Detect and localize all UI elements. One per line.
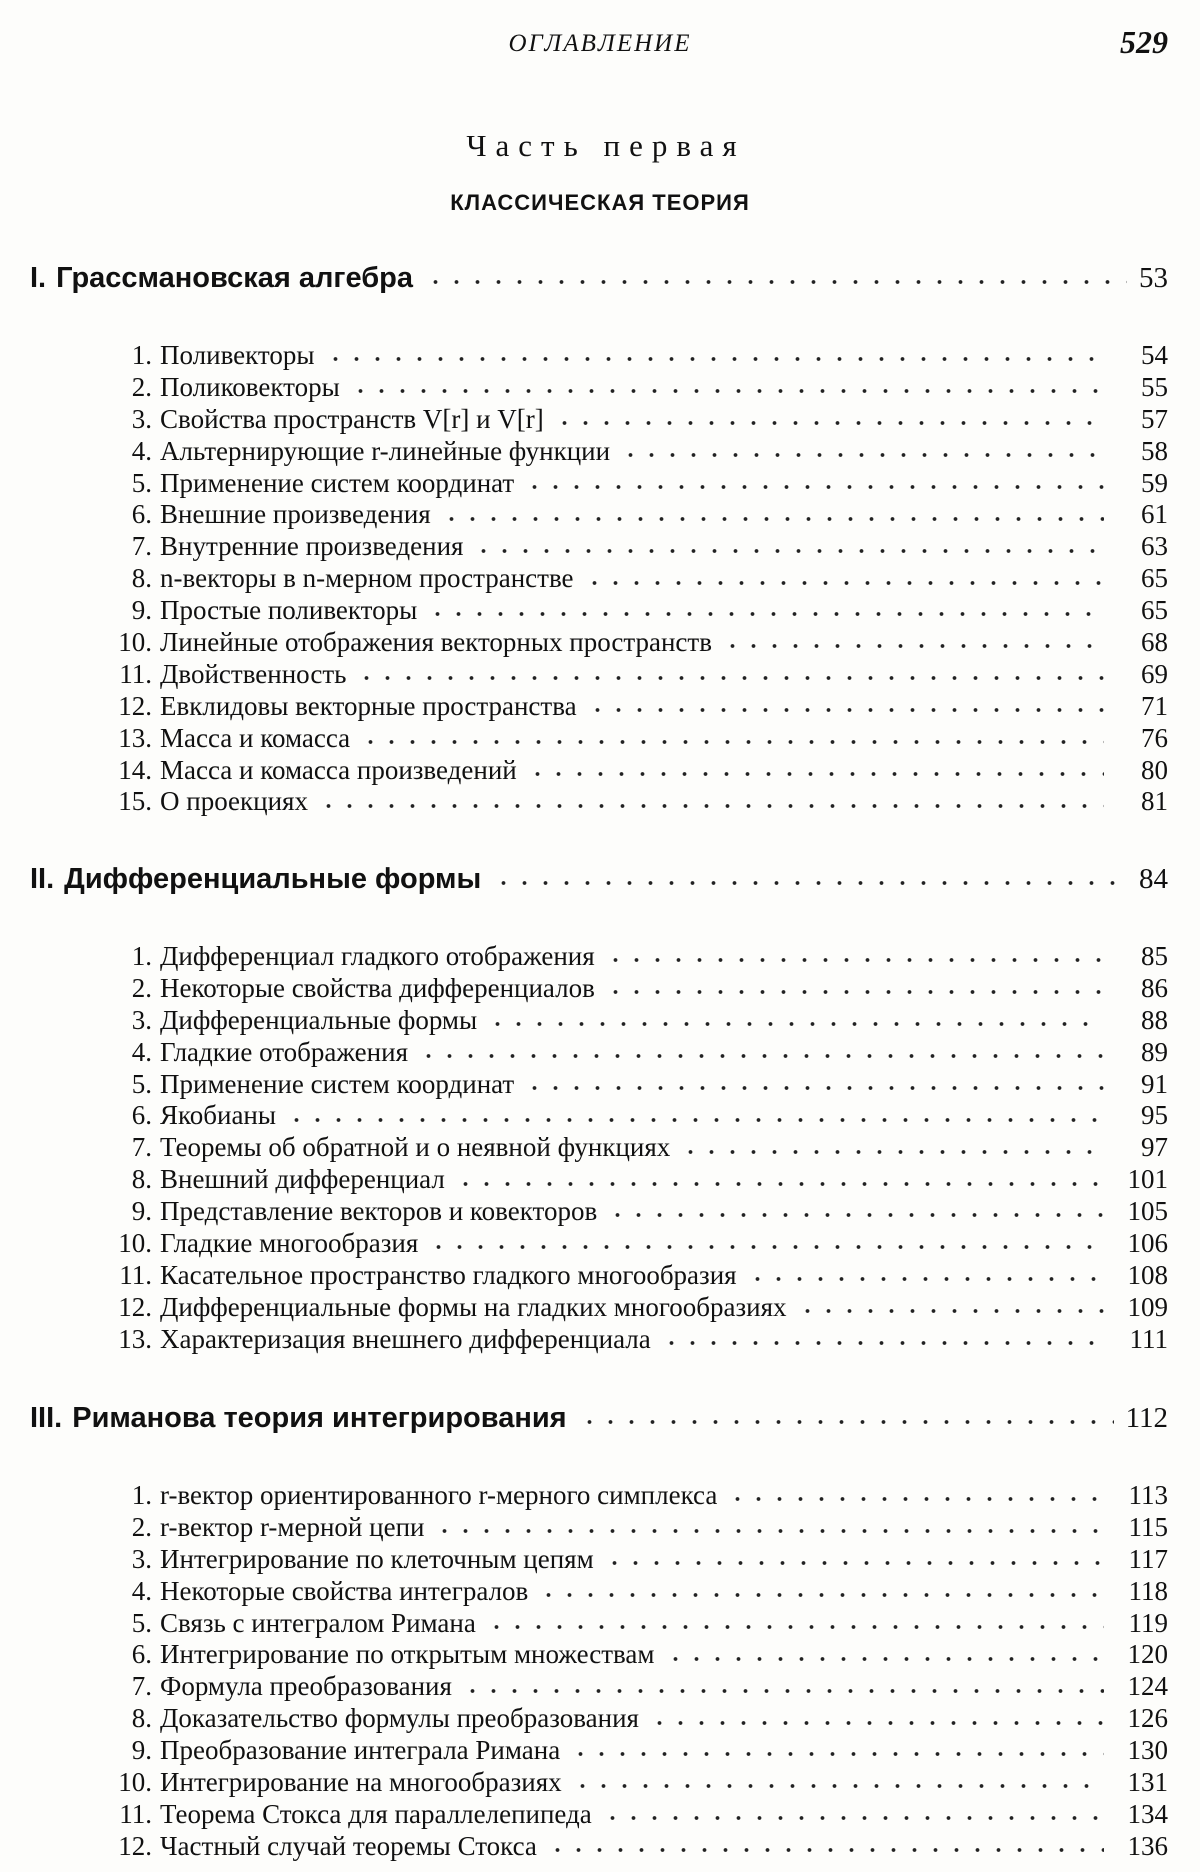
dot-leader: [487, 1019, 1104, 1028]
entry-number: 8.: [131, 1164, 152, 1195]
entry-page-ref: 109: [1127, 1291, 1168, 1322]
dot-leader: [286, 1115, 1104, 1124]
entry-number: 3.: [131, 403, 152, 434]
entry-page-ref: 76: [1141, 722, 1168, 753]
toc-entry[interactable]: [30, 1767, 1168, 1799]
entry-page-ref: 126: [1127, 1703, 1168, 1734]
entry-number: 5.: [131, 1068, 152, 1099]
toc-entry[interactable]: [30, 1164, 1168, 1196]
entry-title: Поливекторы: [160, 340, 315, 370]
entry-title: Некоторые свойства дифференциалов: [160, 972, 595, 1003]
dot-leader: [350, 386, 1104, 395]
entry-page-ref: 54: [1141, 340, 1168, 370]
dot-leader: [727, 1495, 1104, 1504]
entry-title: Касательное пространство гладкого многообразия: [160, 1259, 737, 1290]
entry-page-ref: 111: [1129, 1323, 1168, 1354]
toc-entry[interactable]: [30, 1703, 1168, 1735]
toc-entry[interactable]: [30, 1005, 1168, 1037]
dot-leader: [434, 1526, 1104, 1535]
toc-entry[interactable]: [30, 1544, 1168, 1576]
dot-leader: [797, 1306, 1105, 1315]
dot-leader: [649, 1718, 1104, 1727]
entry-title: Дифференциальные формы на гладких многообразиях: [160, 1291, 787, 1322]
entry-number: 1.: [131, 1480, 152, 1510]
dot-leader: [325, 355, 1105, 364]
dot-leader: [428, 1243, 1104, 1252]
entry-number: 6.: [131, 1100, 152, 1131]
dot-leader: [486, 1622, 1104, 1631]
section-list: [30, 340, 1168, 818]
entry-number: 1.: [131, 941, 152, 971]
entry-page-ref: 117: [1128, 1543, 1168, 1574]
toc-entry[interactable]: [30, 1324, 1168, 1356]
entry-page-ref: 85: [1141, 941, 1168, 971]
entry-number: 7.: [131, 531, 152, 562]
toc-entry[interactable]: [30, 1480, 1168, 1512]
dot-leader: [604, 1558, 1104, 1567]
dot-leader: [418, 1051, 1104, 1060]
dot-leader: [318, 801, 1104, 810]
entry-title: r-вектор ориентированного r-мерного симплекса: [160, 1480, 718, 1510]
part-subtitle: КЛАССИЧЕСКАЯ ТЕОРИЯ: [450, 190, 750, 215]
chapter-heading[interactable]: [30, 262, 1168, 298]
toc-entry[interactable]: [30, 723, 1168, 755]
entry-number: 11.: [119, 1798, 152, 1829]
entry-title: Некоторые свойства интегралов: [160, 1575, 529, 1606]
entry-number: 8.: [131, 563, 152, 594]
dot-leader: [455, 1179, 1104, 1188]
toc-entry[interactable]: [30, 1132, 1168, 1164]
entry-page-ref: 124: [1127, 1671, 1168, 1702]
chapter-page-ref: 84: [1139, 863, 1168, 895]
entry-page-ref: 71: [1141, 690, 1168, 721]
entry-number: 4.: [131, 1036, 152, 1067]
dot-leader: [680, 1147, 1104, 1156]
toc-entry[interactable]: [30, 563, 1168, 595]
toc-entry[interactable]: [30, 1639, 1168, 1671]
dot-leader: [747, 1274, 1104, 1283]
toc-entry[interactable]: [30, 1069, 1168, 1101]
toc-entry[interactable]: [30, 1292, 1168, 1324]
toc-entry[interactable]: [30, 1831, 1168, 1863]
toc-entry[interactable]: [30, 1512, 1168, 1544]
entry-title: Характеризация внешнего дифференциала: [160, 1323, 651, 1354]
dot-leader: [554, 418, 1104, 427]
entry-page-ref: 65: [1141, 595, 1168, 626]
entry-number: 2.: [131, 1511, 152, 1542]
entry-number: 13.: [118, 1323, 152, 1354]
dot-leader: [722, 642, 1104, 651]
toc-entry[interactable]: [30, 786, 1168, 818]
entry-number: 11.: [119, 1259, 152, 1290]
entry-number: 6.: [131, 499, 152, 530]
entry-number: 3.: [131, 1543, 152, 1574]
entry-page-ref: 69: [1141, 658, 1168, 689]
entry-number: 9.: [131, 595, 152, 626]
chapter-block: [30, 262, 1168, 818]
entry-number: 15.: [118, 786, 152, 817]
entry-page-ref: 91: [1141, 1068, 1168, 1099]
entry-title: Евклидовы векторные пространства: [160, 690, 577, 721]
dot-leader: [607, 1211, 1104, 1220]
entry-number: 10.: [118, 1767, 152, 1798]
dot-leader: [602, 1813, 1104, 1822]
entry-number: 12.: [118, 1830, 152, 1861]
toc-entry[interactable]: [30, 595, 1168, 627]
entry-page-ref: 120: [1127, 1639, 1168, 1670]
dot-leader: [665, 1654, 1104, 1663]
entry-title: Гладкие отображения: [160, 1036, 408, 1067]
section-list: [30, 1480, 1168, 1863]
dot-leader: [493, 877, 1127, 888]
entry-page-ref: 80: [1141, 754, 1168, 785]
entry-title: Частный случай теоремы Стокса: [160, 1830, 537, 1861]
entry-title: Теорема Стокса для параллелепипеда: [160, 1798, 592, 1829]
entry-page-ref: 63: [1141, 531, 1168, 562]
toc-entry[interactable]: [30, 659, 1168, 691]
entry-title: Преобразование интеграла Римана: [160, 1735, 561, 1766]
entry-number: 7.: [131, 1671, 152, 1702]
entry-page-ref: 61: [1141, 499, 1168, 530]
entry-page-ref: 88: [1141, 1004, 1168, 1035]
toc-entry[interactable]: [30, 1608, 1168, 1640]
entry-title: Представление векторов и ковекторов: [160, 1196, 598, 1227]
part-title: Часть первая: [466, 128, 746, 163]
entry-number: 2.: [131, 371, 152, 402]
entry-title: О проекциях: [160, 786, 308, 817]
entry-title: Теоремы об обратной и о неявной функциях: [160, 1132, 671, 1163]
entry-number: 4.: [131, 435, 152, 466]
chapter-heading[interactable]: [30, 863, 1168, 899]
entry-page-ref: 68: [1141, 627, 1168, 658]
entry-title: Доказательство формулы преобразования: [160, 1703, 639, 1734]
entry-page-ref: 89: [1141, 1036, 1168, 1067]
entry-page-ref: 105: [1127, 1196, 1168, 1227]
entry-page-ref: 131: [1127, 1767, 1168, 1798]
dot-leader: [427, 610, 1104, 619]
toc-entry[interactable]: [30, 436, 1168, 468]
dot-leader: [360, 737, 1104, 746]
entry-title: Альтернирующие r-линейные функции: [160, 435, 611, 466]
toc-entry[interactable]: [30, 1671, 1168, 1703]
toc-entry[interactable]: [30, 340, 1168, 372]
entry-number: 10.: [118, 1228, 152, 1259]
dot-leader: [527, 769, 1104, 778]
entry-title: Интегрирование по открытым множествам: [160, 1639, 655, 1670]
toc-entry[interactable]: [30, 691, 1168, 723]
dot-leader: [473, 546, 1104, 555]
dot-leader: [584, 578, 1104, 587]
dot-leader: [356, 673, 1104, 682]
entry-title: Внешний дифференциал: [160, 1164, 445, 1195]
toc-entry[interactable]: [30, 372, 1168, 404]
entry-page-ref: 55: [1141, 371, 1168, 402]
entry-number: 10.: [118, 627, 152, 658]
entry-title: Применение систем координат: [160, 467, 515, 498]
entry-number: 9.: [131, 1196, 152, 1227]
entry-title: Масса и комасса: [160, 722, 351, 753]
entry-title: Линейные отображения векторных пространств: [160, 627, 712, 658]
chapter-title-text: Риманова теория интегрирования: [72, 1402, 567, 1434]
entry-number: 2.: [131, 972, 152, 1003]
entry-title: Применение систем координат: [160, 1068, 515, 1099]
toc-entry[interactable]: [30, 499, 1168, 531]
entry-number: 9.: [131, 1735, 152, 1766]
dot-leader: [425, 276, 1127, 287]
chapter-number: II.: [30, 863, 55, 895]
toc-entry[interactable]: [30, 1576, 1168, 1608]
entry-page-ref: 95: [1141, 1100, 1168, 1131]
chapter-page-ref: 112: [1125, 1402, 1168, 1434]
dot-leader: [538, 1590, 1104, 1599]
dot-leader: [462, 1686, 1104, 1695]
toc-entry[interactable]: [30, 1228, 1168, 1260]
toc-entry[interactable]: [30, 1260, 1168, 1292]
dot-leader: [524, 1083, 1104, 1092]
entry-page-ref: 101: [1127, 1164, 1168, 1195]
running-title: ОГЛАВЛЕНИЕ: [508, 30, 692, 57]
toc-entry[interactable]: [30, 531, 1168, 563]
chapter-title: [30, 863, 481, 896]
dot-leader: [570, 1750, 1104, 1759]
toc-entry[interactable]: [30, 1735, 1168, 1767]
chapter-title-text: Грассмановская алгебра: [56, 262, 413, 294]
entry-title: Внешние произведения: [160, 499, 431, 530]
entry-title: Свойства пространств V[r] и V[r]: [160, 403, 544, 434]
entry-number: 7.: [131, 1132, 152, 1163]
toc-entry[interactable]: [30, 468, 1168, 500]
chapter-block: [30, 1402, 1168, 1863]
entry-title: Якобианы: [160, 1100, 277, 1131]
dot-leader: [579, 1416, 1114, 1427]
entry-number: 12.: [118, 1291, 152, 1322]
chapter-block: [30, 863, 1168, 1356]
entry-page-ref: 81: [1141, 786, 1168, 817]
toc-entry[interactable]: [30, 1100, 1168, 1132]
entry-page-ref: 108: [1127, 1259, 1168, 1290]
chapter-number: I.: [30, 262, 47, 294]
chapter-number: III.: [30, 1402, 63, 1434]
entry-page-ref: 86: [1141, 972, 1168, 1003]
entry-page-ref: 115: [1128, 1511, 1168, 1542]
entry-title: Дифференциал гладкого отображения: [160, 941, 595, 971]
toc-entry[interactable]: [30, 1196, 1168, 1228]
entry-title: Связь с интегралом Римана: [160, 1607, 476, 1638]
dot-leader: [661, 1338, 1104, 1347]
entry-page-ref: 130: [1127, 1735, 1168, 1766]
chapter-page-ref: 53: [1139, 262, 1168, 294]
entry-number: 5.: [131, 1607, 152, 1638]
chapter-title: [30, 1402, 567, 1435]
toc-entry[interactable]: [30, 627, 1168, 659]
toc-entry[interactable]: [30, 404, 1168, 436]
entry-number: 13.: [118, 722, 152, 753]
toc-entry[interactable]: [30, 941, 1168, 973]
entry-page-ref: 118: [1128, 1575, 1168, 1606]
entry-title: Формула преобразования: [160, 1671, 452, 1702]
entry-number: 1.: [131, 340, 152, 370]
entry-title: Внутренние произведения: [160, 531, 464, 562]
entry-number: 14.: [118, 754, 152, 785]
entry-title: Интегрирование по клеточным цепям: [160, 1543, 594, 1574]
entry-number: 3.: [131, 1004, 152, 1035]
entry-number: 12.: [118, 690, 152, 721]
entry-title: Поликовекторы: [160, 371, 340, 402]
entry-title: Двойственность: [160, 658, 347, 689]
entry-number: 5.: [131, 467, 152, 498]
entry-page-ref: 59: [1141, 467, 1168, 498]
toc-entry[interactable]: [30, 1799, 1168, 1831]
toc-entry[interactable]: [30, 1037, 1168, 1069]
entry-number: 6.: [131, 1639, 152, 1670]
entry-page-ref: 58: [1141, 435, 1168, 466]
dot-leader: [547, 1845, 1104, 1854]
entry-page-ref: 65: [1141, 563, 1168, 594]
chapter-title: [30, 262, 413, 295]
entry-page-ref: 97: [1141, 1132, 1168, 1163]
dot-leader: [605, 956, 1104, 965]
toc-entry[interactable]: [30, 973, 1168, 1005]
entry-title: Простые поливекторы: [160, 595, 418, 626]
entry-page-ref: 119: [1128, 1607, 1168, 1638]
entry-title: Дифференциальные формы: [160, 1004, 478, 1035]
entry-title: Гладкие многообразия: [160, 1228, 419, 1259]
entry-number: 11.: [119, 658, 152, 689]
entry-page-ref: 113: [1128, 1480, 1168, 1510]
section-list: [30, 941, 1168, 1356]
chapter-title-text: Дифференциальные формы: [64, 863, 482, 895]
dot-leader: [524, 482, 1104, 491]
entry-page-ref: 57: [1141, 403, 1168, 434]
entry-page-ref: 134: [1127, 1798, 1168, 1829]
entry-title: Масса и комасса произведений: [160, 754, 517, 785]
dot-leader: [587, 705, 1104, 714]
entry-title: r-вектор r-мерной цепи: [160, 1511, 425, 1542]
entry-page-ref: 106: [1127, 1228, 1168, 1259]
page-number: 529: [1120, 24, 1168, 60]
chapter-heading[interactable]: [30, 1402, 1168, 1438]
dot-leader: [605, 987, 1104, 996]
entry-title: Интегрирование на многообразиях: [160, 1767, 562, 1798]
entry-number: 8.: [131, 1703, 152, 1734]
entry-title: n-векторы в n-мерном пространстве: [160, 563, 574, 594]
dot-leader: [441, 514, 1104, 523]
entry-page-ref: 136: [1127, 1830, 1168, 1861]
entry-number: 4.: [131, 1575, 152, 1606]
toc-entry[interactable]: [30, 755, 1168, 787]
running-header: [0, 22, 1200, 72]
dot-leader: [572, 1782, 1104, 1791]
dot-leader: [620, 450, 1104, 459]
